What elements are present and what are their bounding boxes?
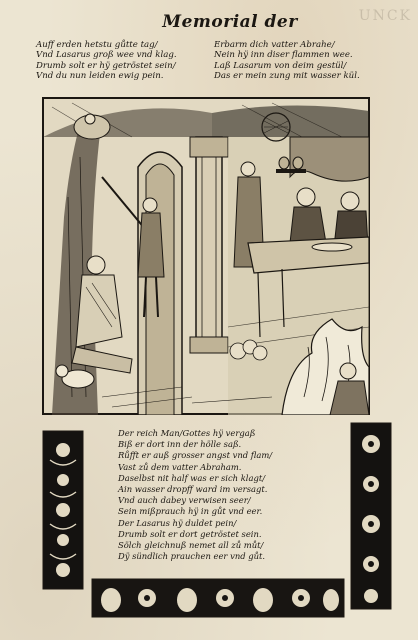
- verse-line: Drumb solt er hÿ getröstet sein/: [36, 60, 176, 71]
- verse-line: Laß Lasarum von deim gestül/: [214, 60, 347, 71]
- verse-right: [214, 40, 360, 82]
- ornamental-border-left: [42, 430, 84, 590]
- poem-line: Dÿ sündlich prauchen eer vnd gůt.: [118, 551, 266, 562]
- verse-line: Vnd Lasarus groß wee vnd klag.: [36, 50, 177, 61]
- verse-line: Das er mein zung mit wasser kül.: [214, 71, 360, 82]
- poem-line: Ain wasser dropff ward im versagt.: [118, 483, 268, 494]
- poem-line: Daselbst nit half was er sich klagt/: [118, 472, 266, 483]
- poem-line: Drumb solt er dort getröstet sein.: [118, 528, 262, 539]
- poem-text: [118, 428, 334, 562]
- poem-line: Vnd auch dabey verwisen seer/: [118, 495, 251, 506]
- page-title: Memorial der: [162, 12, 298, 32]
- bleed-through-text: UNCK: [358, 8, 412, 24]
- poem-line: Der reich Man/Gottes hÿ vergaß: [118, 428, 256, 438]
- poem-line: Sein mißprauch hÿ in gůt vnd eer.: [118, 506, 263, 517]
- poem-line: Biß er dort inn der hölle saß.: [118, 439, 242, 450]
- ornamental-border-right: [350, 422, 392, 610]
- poem-line: Der Lasarus hÿ duldet pein/: [118, 517, 237, 528]
- verse-line: Nein hÿ inn diser flammen wee.: [214, 50, 353, 61]
- verse-line: Vnd du nun leiden ewig pein.: [36, 71, 164, 82]
- woodcut-illustration: [42, 97, 370, 415]
- poem-line: Vast zů dem vatter Abraham.: [118, 461, 242, 472]
- verse-line: Auff erden hetstu gůtte tag/: [36, 40, 158, 50]
- poem-line: Růfft er auß grosser angst vnd flam/: [118, 450, 273, 461]
- verse-line: Erbarm dich vatter Abrahe/: [214, 40, 335, 50]
- poem-line: Sölch gleichnuß nemet all zů můt/: [118, 539, 264, 550]
- ornamental-border-bottom: [91, 578, 345, 618]
- verse-left: [36, 40, 177, 82]
